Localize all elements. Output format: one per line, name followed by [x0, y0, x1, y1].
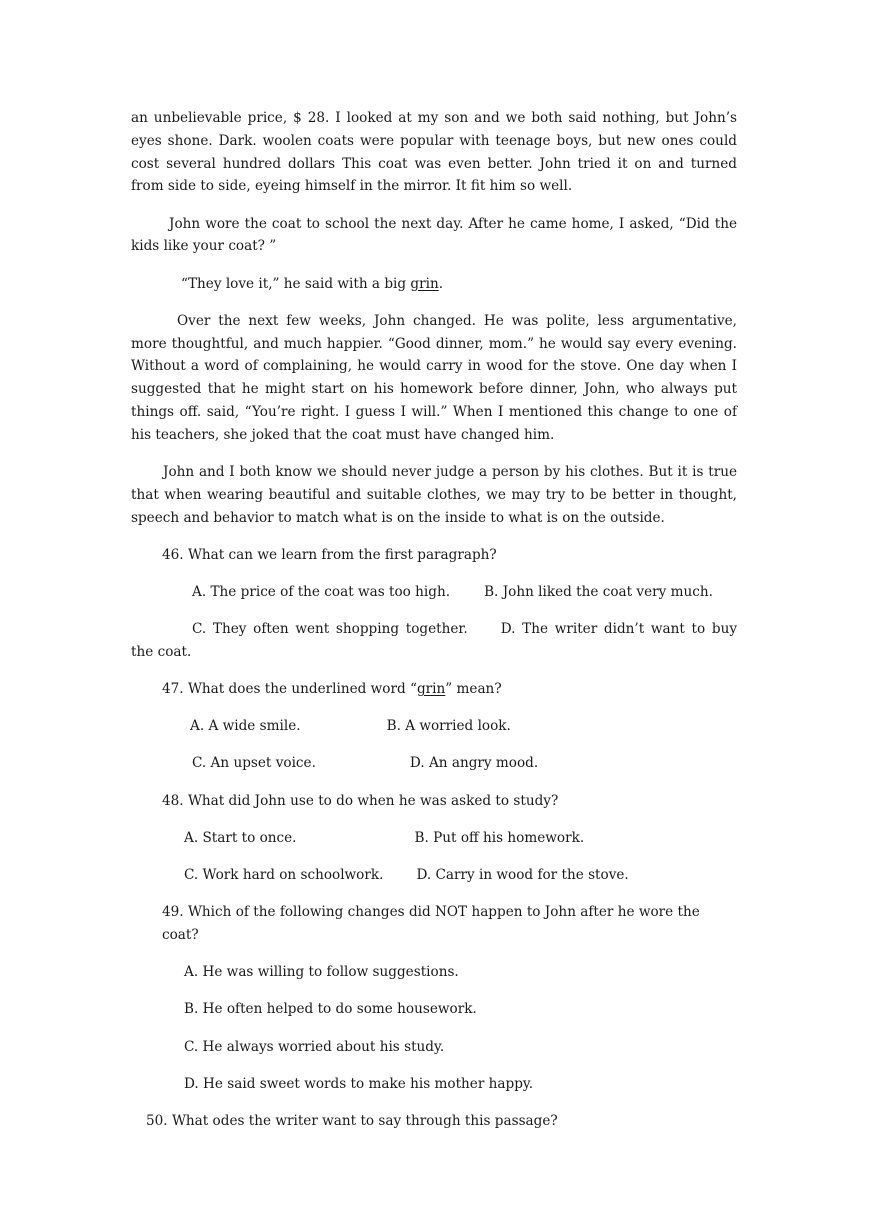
option-46-b: B. John liked the coat very much.	[484, 583, 713, 600]
option-47-c: C. An upset voice.	[192, 755, 316, 772]
option-49-d: D. He said sweet words to make his mother happy.	[184, 1075, 534, 1092]
option-47-a: A. A wide smile.	[190, 718, 301, 735]
option-49-a: A. He was willing to follow suggestions.	[184, 964, 459, 981]
option-47-b: B. A worried look.	[386, 718, 511, 735]
option-48-b: B. Put off his homework.	[414, 829, 585, 846]
question-47-stem	[131, 678, 737, 701]
question-47-stem-end: ” mean?	[445, 681, 502, 698]
option-48-a: A. Start to once.	[184, 829, 297, 846]
question-47-underlined-word: grin	[416, 681, 446, 698]
question-46-options-ab	[131, 581, 737, 604]
question-47-options-ab	[131, 715, 737, 738]
question-48-stem: 48. What did John use to do when he was asked to study?	[162, 792, 559, 809]
option-48-d: D. Carry in wood for the stove.	[416, 867, 629, 883]
passage-paragraph-4: Over the next few weeks, John changed. He was polite, less argumentative, more thoughtful, and much happier. “Good dinner, mom.” he would say every evening. Without a word of complaining, he would carry in wood for the stove. One day when I suggested that he might start on his homework before dinner, John, who always put things off. said, “You’re right. I guess I will.” When I mentioned this change to one of his teachers, she joked that the coat must have changed him.	[131, 312, 737, 443]
quote-end: .	[438, 275, 444, 292]
question-47-stem-start: 47. What does the underlined word “	[162, 681, 417, 698]
question-48-options-ab	[131, 827, 737, 850]
question-48-options-cd	[131, 864, 737, 887]
passage-paragraph-3	[131, 273, 737, 296]
option-48-c: C. Work hard on schoolwork.	[184, 867, 384, 883]
option-49-c: C. He always worried about his study.	[184, 1038, 445, 1055]
option-47-d: D. An angry mood.	[409, 755, 539, 772]
option-49-b: B. He often helped to do some housework.	[184, 1001, 477, 1018]
question-46-stem: 46. What can we learn from the first paragraph?	[162, 546, 497, 563]
quote-text: “They love it,” he said with a big	[181, 275, 411, 292]
passage-paragraph-2: John wore the coat to school the next day. After he came home, I asked, “Did the kids like your coat? ”	[131, 215, 737, 255]
underlined-word-grin: grin	[410, 275, 439, 292]
question-50-stem: 50. What odes the writer want to say through this passage?	[146, 1112, 558, 1129]
question-46-options-cd	[131, 618, 737, 664]
question-49-stem: 49. Which of the following changes did NOT happen to John after he wore the coat?	[162, 904, 700, 943]
option-46-a: A. The price of the coat was too high.	[192, 583, 451, 600]
option-46-d: D. The writer didn’t want to buy the coat.	[131, 621, 738, 660]
passage-paragraph-1: an unbelievable price, $ 28. I looked at my son and we both said nothing, but John’s eyes shone. Dark. woolen coats were popular with teenage boys, but new ones could cost several hundred dollars This coat was even better. John tried it on and turned from side to side, eyeing himself in the mirror. It fit him so well.	[131, 110, 737, 195]
document-page	[131, 107, 737, 1147]
question-47-options-cd	[131, 752, 737, 775]
option-46-c: C. They often went shopping together.	[192, 621, 468, 638]
passage-paragraph-5: John and I both know we should never judge a person by his clothes. But it is true that when wearing beautiful and suitable clothes, we may try to be better in thought, speech and behavior to match what is on the inside to what is on the outside.	[131, 463, 737, 526]
